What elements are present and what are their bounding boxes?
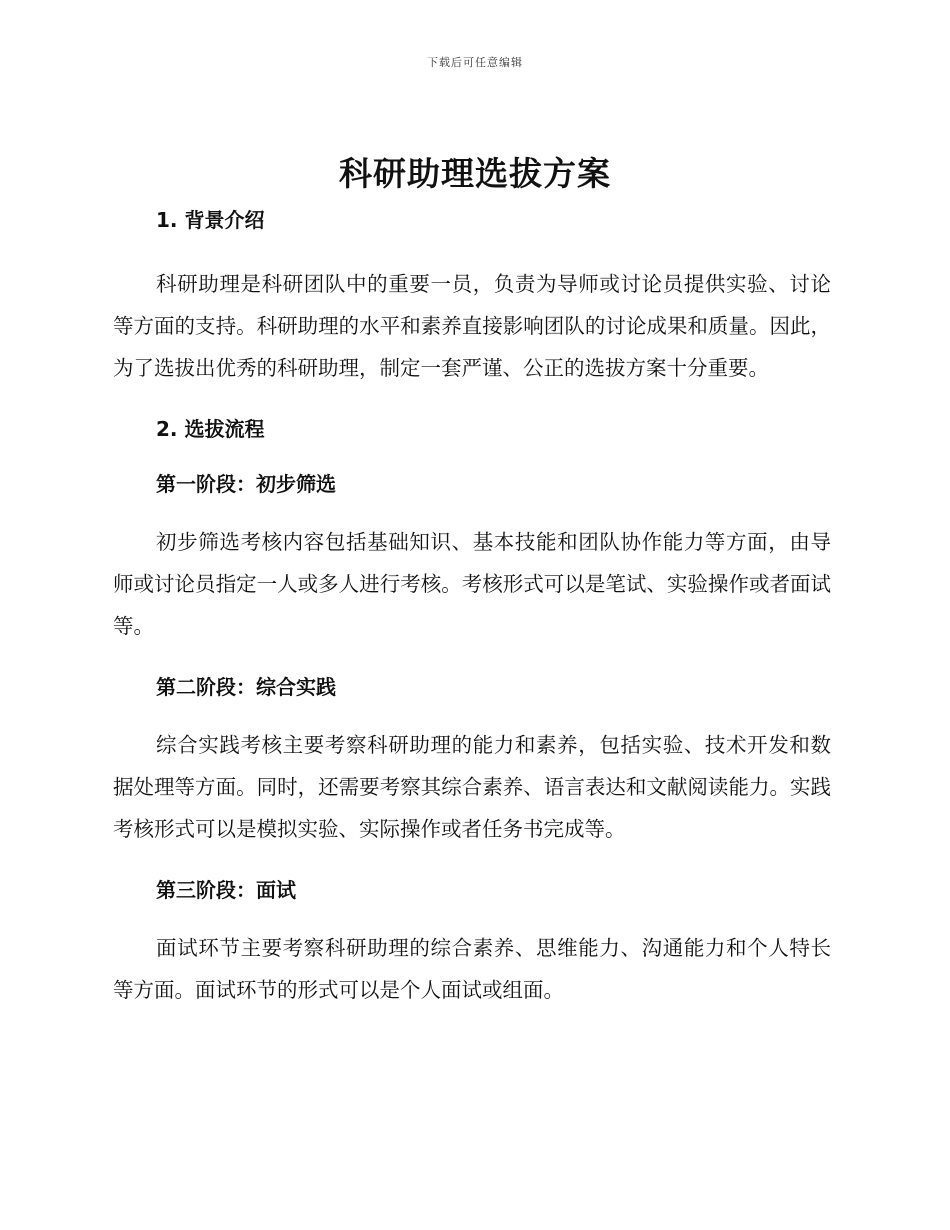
document-body [113,205,831,1011]
section-paragraph-background: 科研助理是科研团队中的重要一员，负责为导师或讨论员提供实验、讨论等方面的支持。科研助理的水平和素养直接影响团队的讨论成果和质量。因此，为了选拔出优秀的科研助理，制定一套严谨、公正的选拔方案十分重要。 [113,272,831,380]
document-title: 科研助理选拔方案 [339,154,611,193]
section-heading-process: 2. 选拔流程 [156,417,265,441]
stage-paragraph-practice: 综合实践考核主要考察科研助理的能力和素养，包括实验、技术开发和数据处理等方面。同时，还需要考察其综合素养、语言表达和文献阅读能力。实践考核形式可以是模拟实验、实际操作或者任务书完成等。 [113,733,831,841]
stage-heading-initial-screening: 第一阶段：初步筛选 [156,472,336,496]
page-header-note: 下载后可任意编辑 [427,56,523,69]
stage-paragraph-interview: 面试环节主要考察科研助理的综合素养、思维能力、沟通能力和个人特长等方面。面试环节的形式可以是个人面试或组面。 [113,936,831,1002]
stage-paragraph-initial-screening: 初步筛选考核内容包括基础知识、基本技能和团队协作能力等方面，由导师或讨论员指定一人或多人进行考核。考核形式可以是笔试、实验操作或者面试等。 [113,530,831,638]
stage-heading-practice: 第二阶段：综合实践 [156,675,336,699]
stage-heading-interview: 第三阶段：面试 [156,878,296,902]
section-heading-background: 1. 背景介绍 [156,208,265,232]
